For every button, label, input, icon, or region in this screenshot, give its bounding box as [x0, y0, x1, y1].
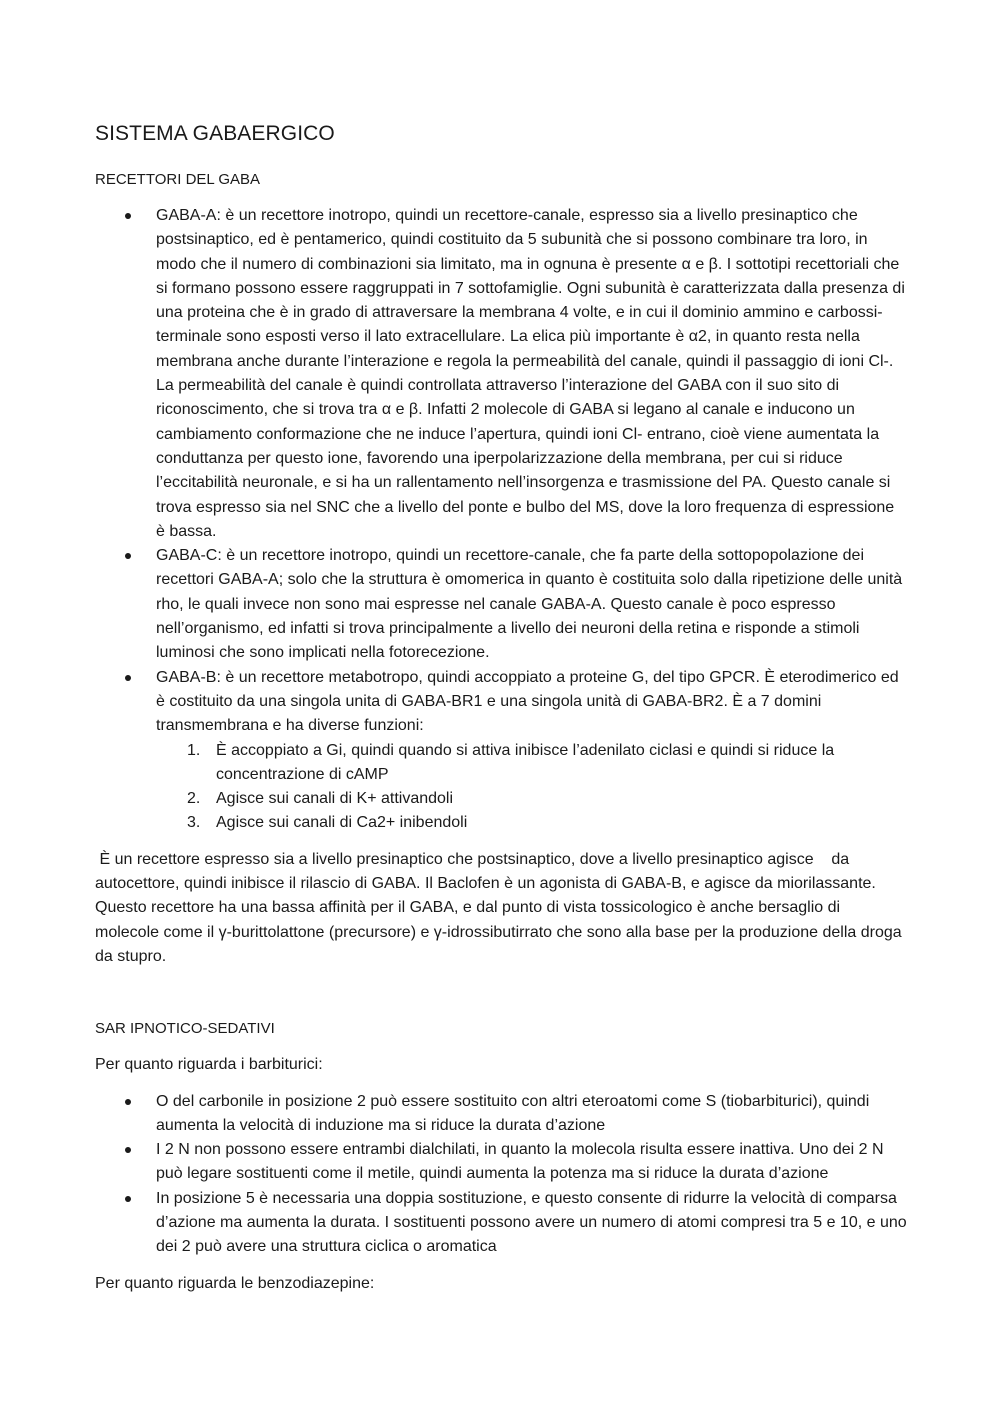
numbered-item-text: È accoppiato a Gi, quindi quando si attiva inibisce l’adenilato ciclasi e quindi si riduce la concentrazione di cAMP	[216, 741, 835, 783]
numbered-item	[156, 811, 907, 835]
barbiturici-bullet-list	[95, 1090, 907, 1260]
bullet-icon	[125, 553, 131, 559]
list-item	[95, 204, 907, 544]
section-heading-sar: SAR IPNOTICO-SEDATIVI	[95, 1020, 275, 1038]
spacer	[95, 969, 907, 1017]
list-item-text: In posizione 5 è necessaria una doppia sostituzione, e questo consente di ridurre la velocità di comparsa d’azione ma aumenta la durata. I sostituenti possono avere un numero di atomi compresi tra 5 e 10, e uno dei 2 può avere una struttura ciclica o aromatica	[156, 1189, 907, 1256]
barbiturici-intro: Per quanto riguarda i barbiturici:	[95, 1056, 323, 1074]
benzodiazepine-intro: Per quanto riguarda le benzodiazepine:	[95, 1274, 375, 1292]
recettori-bullet-list	[95, 204, 907, 836]
list-item-text: GABA-C: è un recettore inotropo, quindi un recettore-canale, che fa parte della sottopopolazione dei recettori GABA-A; solo che la struttura è omomerica in quanto è costituita solo dalla ripetizione delle unità rho, le quali invece non sono mai espresse nel canale GABA-A. Questo canale è poco espresso nell’organismo, ed infatti si trova principalmente a livello dei neuroni della retina e risponde a stimoli luminosi che sono implicati nella fotorecezione.	[156, 547, 903, 662]
list-item-text: GABA-A: è un recettore inotropo, quindi un recettore-canale, espresso sia a livello presinaptico che postsinaptico, ed è pentamerico, quindi costituito da 5 subunità che si possono combinare tra loro, in modo che il numero di combinazioni sia limitato, ma in ognuna è presente α e β. I sottotipi recettoriali che si formano possono essere raggruppati in 7 sottofamiglie. Ogni subunità è caratterizzata dalla presenza di una proteina che è in grado di attraversare la membrana 4 volte, e in cui il dominio ammino e carbossi-terminale sono esposti verso il lato extracellulare. La elica più importante è α2, in quanto resta nella membrana anche durante l’interazione e regola la permeabilità del canale, quindi il passaggio di ioni Cl-. La permeabilità del canale è quindi controllata attraverso l’interazione del GABA con il suo sito di riconoscimento, che si trova tra α e β. Infatti 2 molecole di GABA si legano al canale e inducono un cambiamento conformazione che ne induce l’apertura, quindi ioni Cl- entrano, cioè viene aumentata la conduttanza per questo ione, favorendo una iperpolarizzazione della membrana, per cui si riduce l’eccitabilità neuronale, e si ha un rallentamento nell’insorgenza e trasmissione del PA. Questo canale si trova espresso sia nel SNC che a livello del ponte e bulbo del MS, dove la loro frequenza di espressione è bassa.	[156, 207, 905, 540]
spacer	[95, 1078, 907, 1090]
document-title: SISTEMA GABAERGICO	[95, 122, 335, 145]
gaba-b-functions-list	[156, 739, 907, 836]
numbered-item	[156, 787, 907, 811]
spacer	[95, 1260, 907, 1272]
list-item	[95, 1187, 907, 1260]
numbered-item-text: Agisce sui canali di K+ attivandoli	[216, 790, 454, 808]
item-number: 1.	[187, 741, 201, 759]
list-item-text: O del carbonile in posizione 2 può essere sostituito con altri eteroatomi come S (tiobarbiturici), quindi aumenta la velocità di induzione ma si riduce la durata d’azione	[156, 1092, 870, 1134]
list-item-text: I 2 N non possono essere entrambi dialchilati, in quanto la molecola risulta essere inattiva. Uno dei 2 N può legare sostituenti come il metile, quindi aumenta la potenza ma si riduce la durata d’azione	[156, 1141, 884, 1183]
item-number: 3.	[187, 814, 201, 832]
document-body	[95, 118, 907, 1296]
bullet-icon	[125, 1099, 131, 1105]
bullet-icon	[125, 675, 131, 681]
list-item	[95, 1090, 907, 1139]
list-item-text: GABA-B: è un recettore metabotropo, quindi accoppiato a proteine G, del tipo GPCR. È eterodimerico ed è costituito da una singola unita di GABA-BR1 e una singola unità di GABA-BR2. È a 7 domini transmembrana e ha diverse funzioni:	[156, 668, 899, 735]
bullet-icon	[125, 213, 131, 219]
numbered-item-text: Agisce sui canali di Ca2+ inibendoli	[216, 814, 468, 832]
item-number: 2.	[187, 790, 201, 808]
bullet-icon	[125, 1147, 131, 1153]
list-item	[95, 544, 907, 665]
numbered-item	[156, 739, 907, 788]
section-heading-recettori: RECETTORI DEL GABA	[95, 171, 261, 188]
gaba-b-paragraph: È un recettore espresso sia a livello presinaptico che postsinaptico, dove a livello presinaptico agisce da autocettore, quindi inibisce il rilascio di GABA. Il Baclofen è un agonista di GABA-B, e agisce da miorilassante. Questo recettore ha una bassa affinità per il GABA, e dal punto di vista tossicologico è anche bersaglio di molecole come il γ-burittolattone (precursore) e γ-idrossibutirrato che sono alla base per la produzione della droga da stupro.	[95, 850, 907, 965]
list-item	[95, 1138, 907, 1187]
bullet-icon	[125, 1196, 131, 1202]
spacer	[95, 836, 907, 848]
list-item	[95, 666, 907, 836]
